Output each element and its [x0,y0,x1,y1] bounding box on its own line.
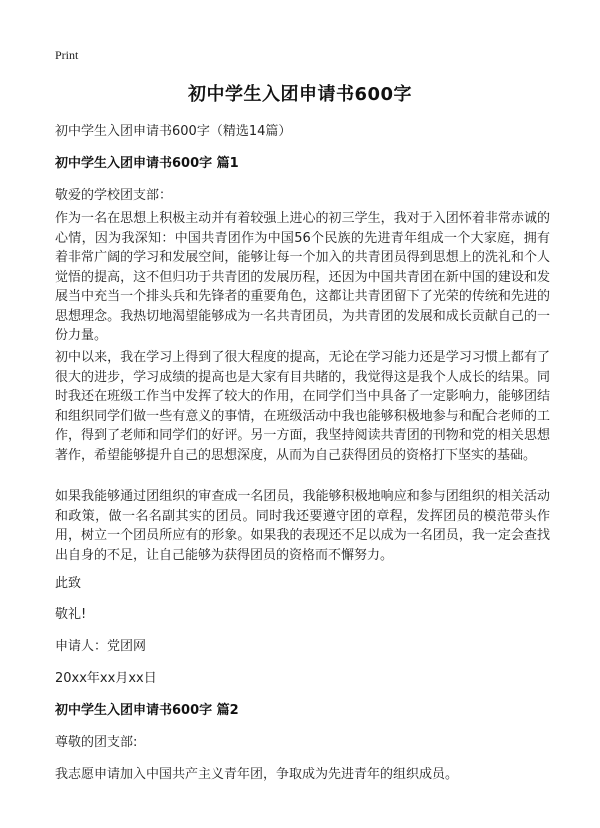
paragraph-1-3: 如果我能够通过团组织的审查成一名团员，我能够积极地响应和参与团组织的相关活动和政策，做一名名副其实的团员。同时我还要遵守团的章程，发挥团员的模范带头作用，树立一个团员所应有的形象。如果我的表现还不足以成为一名团员，我一定会查找出自身的不足，让自己能够为获得团员的资格而不懈努力。 [55,489,550,563]
date-line: 20xx年xx月xx日 [55,671,157,686]
section-heading-2: 初中学生入团申请书600字 篇2 [55,703,239,718]
document-title: 初中学生入团申请书600字 [187,84,413,105]
applicant-line: 申请人：党团网 [55,639,147,654]
document-subtitle: 初中学生入团申请书600字（精选14篇） [55,124,292,139]
salutation-2: 尊敬的团支部: [55,735,138,750]
section-heading-1: 初中学生入团申请书600字 篇1 [55,156,239,171]
salutation-1: 敬爱的学校团支部： [55,188,173,203]
closing-line: 此致 [55,576,82,591]
paragraph-2-1: 我志愿申请加入中国共产主义青年团，争取成为先进青年的组织成员。 [55,767,459,782]
print-label[interactable]: Print [55,48,79,62]
respect-line: 敬礼! [55,607,87,622]
paragraph-1-2: 初中以来，我在学习上得到了很大程度的提高，无论在学习能力还是学习习惯上都有了很大的进步，学习成绩的提高也是大家有目共睹的，我觉得这是我个人成长的结果。同时我还在班级工作当中发挥了较大的作用，在同学们当中具备了一定影响力，能够团结和组织同学们做一些有意义的事情，在班级活动中我也能够积极地参与和配合老师的工作，得到了老师和同学们的好评。另一方面，我坚持阅读共青团的刊物和党的相关思想著作，希望能够提升自己的思想深度，从而为自己获得团员的资格打下坚实的基础。 [55,350,550,463]
paragraph-1-1: 作为一名在思想上积极主动并有着较强上进心的初三学生，我对于入团怀着非常赤诚的心情，因为我深知：中国共青团作为中国56个民族的先进青年组成一个大家庭，拥有着非常广阔的学习和发展空间，能够让每一个加入的共青团员得到思想上的洗礼和个人觉悟的提高，这不但归功于共青团的发展历程，还因为中国共青团在新中国的建设和发展当中充当一个排头兵和先锋者的重要角色，这都让共青团留下了光荣的传统和先进的思想理念。我热切地渴望能够成为一名共青团员，为共青团的发展和成长贡献自己的一份力量。 [55,211,550,343]
